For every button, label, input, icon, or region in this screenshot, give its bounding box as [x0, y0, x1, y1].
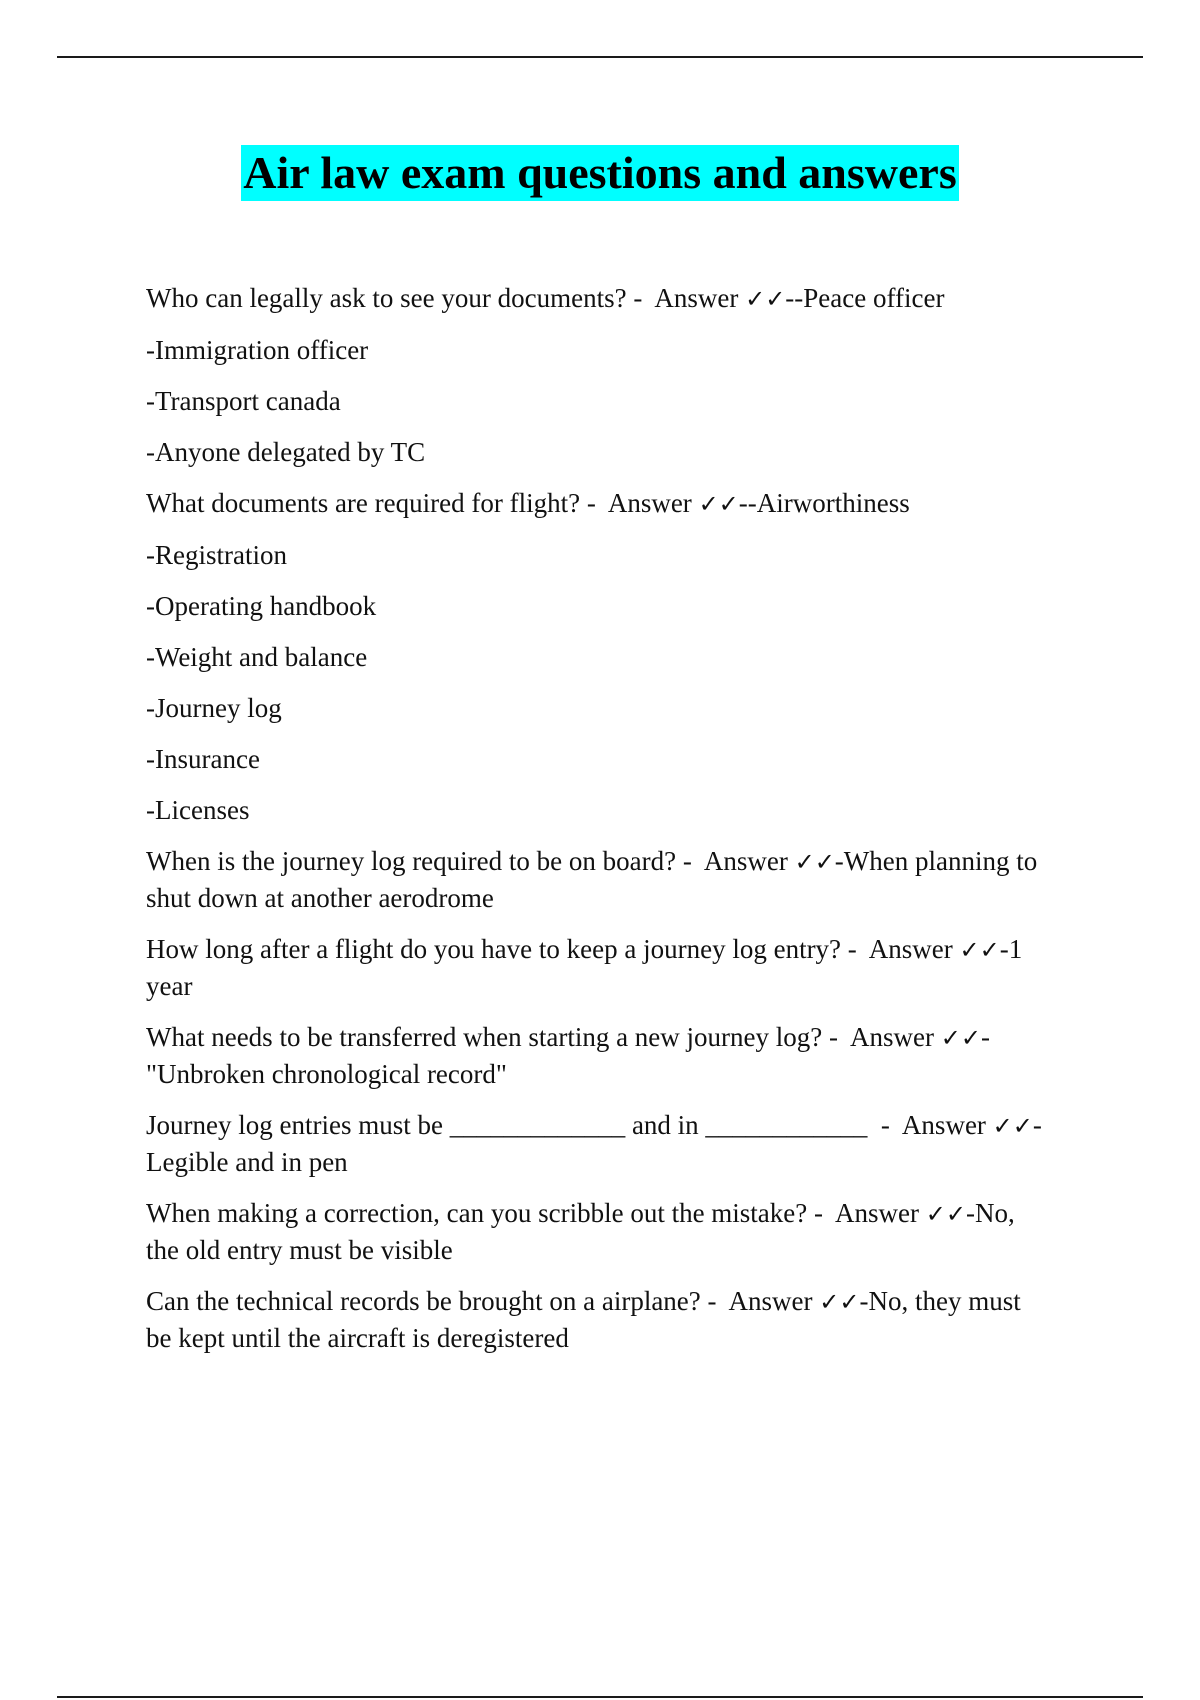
answer-text: -No, they must [859, 1286, 1021, 1316]
answer-list-item: -Operating handbook [146, 591, 377, 621]
double-check-icon: ✓✓ [698, 490, 739, 518]
qa-content [146, 280, 1106, 1356]
answer-text: -When planning to [834, 846, 1038, 876]
qa-question [146, 1195, 1106, 1232]
answer-continuation: Legible and in pen [146, 1147, 348, 1177]
question-text: Can the technical records be brought on a airplane? - Answer [146, 1286, 820, 1316]
qa-question [146, 843, 1106, 880]
qa-question [146, 485, 1106, 522]
answer-list-item: -Immigration officer [146, 335, 369, 365]
question-text: When is the journey log required to be on board? - Answer [146, 846, 795, 876]
page-title: Air law exam questions and answers [241, 145, 959, 201]
answer-list-item: -Journey log [146, 693, 282, 723]
answer-continuation: shut down at another aerodrome [146, 883, 494, 913]
question-text: What documents are required for flight? - Answer [146, 488, 699, 518]
answer-text: -1 [999, 934, 1023, 964]
answer-list-item: -Transport canada [146, 386, 341, 416]
title-area [0, 145, 1200, 201]
answer-continuation: year [146, 971, 193, 1001]
double-check-icon: ✓✓ [959, 936, 1000, 964]
answer-list-item: -Registration [146, 540, 287, 570]
answer-text: --Peace officer [785, 283, 945, 313]
answer-continuation: be kept until the aircraft is deregistered [146, 1323, 569, 1353]
question-text: How long after a flight do you have to keep a journey log entry? - Answer [146, 934, 960, 964]
answer-list-item: -Weight and balance [146, 642, 368, 672]
answer-text: --Airworthiness [738, 488, 910, 518]
bottom-rule [57, 1696, 1143, 1698]
answer-list-item: -Licenses [146, 795, 250, 825]
double-check-icon: ✓✓ [745, 285, 786, 313]
answer-continuation: the old entry must be visible [146, 1235, 453, 1265]
question-text: When making a correction, can you scribble out the mistake? - Answer [146, 1198, 926, 1228]
double-check-icon: ✓✓ [925, 1200, 966, 1228]
double-check-icon: ✓✓ [794, 848, 835, 876]
answer-text: - [1032, 1110, 1042, 1140]
qa-question [146, 1107, 1106, 1144]
answer-continuation: "Unbroken chronological record" [146, 1059, 507, 1089]
answer-list-item: -Anyone delegated by TC [146, 437, 426, 467]
question-text: What needs to be transferred when starting a new journey log? - Answer [146, 1022, 941, 1052]
double-check-icon: ✓✓ [940, 1024, 981, 1052]
qa-question [146, 1019, 1106, 1056]
answer-list-item: -Insurance [146, 744, 260, 774]
answer-text: -No, [965, 1198, 1015, 1228]
question-text: Who can legally ask to see your documents? - Answer [146, 283, 746, 313]
double-check-icon: ✓✓ [819, 1288, 860, 1316]
double-check-icon: ✓✓ [992, 1112, 1033, 1140]
top-rule [57, 56, 1143, 58]
answer-text: - [980, 1022, 990, 1052]
qa-question [146, 1283, 1106, 1320]
question-text: Journey log entries must be _____________ and in ____________ - Answer [146, 1110, 993, 1140]
qa-question [146, 280, 1106, 317]
qa-question [146, 931, 1106, 968]
